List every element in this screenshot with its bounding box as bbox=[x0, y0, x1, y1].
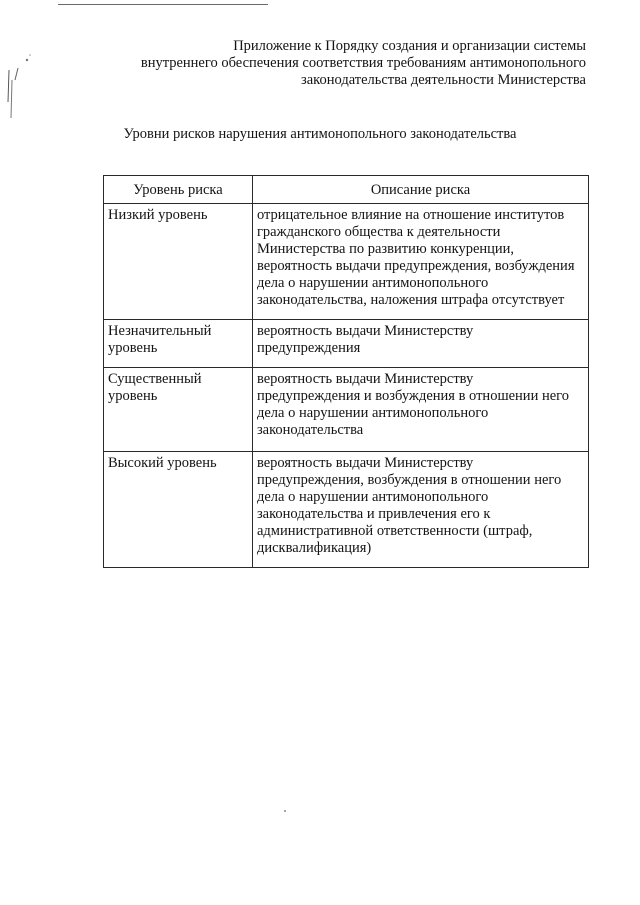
cell-line: гражданского общества к деятельности bbox=[256, 224, 501, 240]
risk-description-cell bbox=[252, 204, 588, 320]
column-header-description: Описание риска bbox=[252, 176, 588, 204]
column-header-level: Уровень риска bbox=[104, 176, 253, 204]
cell-line: уровень bbox=[108, 388, 158, 404]
risk-levels-table bbox=[103, 175, 589, 568]
cell-line: Незначительный bbox=[108, 323, 212, 339]
cell-line: предупреждения и возбуждения в отношении него bbox=[256, 388, 569, 404]
header-line: Приложение к Порядку создания и организации системы bbox=[233, 38, 586, 54]
cell-line: Низкий уровень bbox=[108, 207, 208, 223]
risk-level-cell bbox=[104, 368, 253, 452]
header-line: законодательства деятельности Министерства bbox=[301, 72, 586, 88]
risk-level-cell bbox=[104, 204, 253, 320]
table-header-row bbox=[104, 176, 589, 204]
scan-artifact-dot bbox=[284, 810, 286, 812]
risk-description-cell bbox=[252, 368, 588, 452]
cell-line: вероятность выдачи Министерству bbox=[256, 323, 474, 339]
cell-line: дела о нарушении антимонопольного bbox=[256, 489, 489, 505]
cell-line: вероятность выдачи Министерству bbox=[256, 455, 474, 471]
cell-line: отрицательное влияние на отношение институтов bbox=[256, 207, 565, 223]
table-row bbox=[104, 452, 589, 568]
cell-line: вероятность выдачи Министерству bbox=[256, 371, 474, 387]
table-row bbox=[104, 320, 589, 368]
risk-level-cell bbox=[104, 320, 253, 368]
risk-level-cell bbox=[104, 452, 253, 568]
cell-line: предупреждения, возбуждения в отношении него bbox=[256, 472, 562, 488]
cell-line: предупреждения bbox=[256, 340, 361, 356]
scan-artifact-line bbox=[58, 4, 268, 5]
cell-line: законодательства и привлечения его к bbox=[256, 506, 491, 522]
cell-line: дела о нарушении антимонопольного bbox=[256, 275, 489, 291]
header-line: внутреннего обеспечения соответствия требованиям антимонопольного bbox=[140, 55, 586, 71]
cell-line: дисквалификация) bbox=[256, 540, 372, 556]
document-title: Уровни рисков нарушения антимонопольного законодательства bbox=[123, 126, 517, 142]
cell-line: Министерства по развитию конкуренции, bbox=[256, 241, 515, 257]
document-header bbox=[66, 38, 586, 89]
cell-line: законодательства bbox=[256, 422, 364, 438]
table-row bbox=[104, 368, 589, 452]
cell-line: законодательства, наложения штрафа отсутствует bbox=[256, 292, 565, 308]
cell-line: уровень bbox=[108, 340, 158, 356]
risk-description-cell bbox=[252, 320, 588, 368]
scan-artifact-mark bbox=[6, 40, 36, 120]
table-row bbox=[104, 204, 589, 320]
cell-line: Существенный bbox=[108, 371, 202, 387]
cell-line: дела о нарушении антимонопольного bbox=[256, 405, 489, 421]
risk-description-cell bbox=[252, 452, 588, 568]
cell-line: Высокий уровень bbox=[108, 455, 217, 471]
cell-line: административной ответственности (штраф, bbox=[256, 523, 533, 539]
cell-line: вероятность выдачи предупреждения, возбуждения bbox=[256, 258, 575, 274]
